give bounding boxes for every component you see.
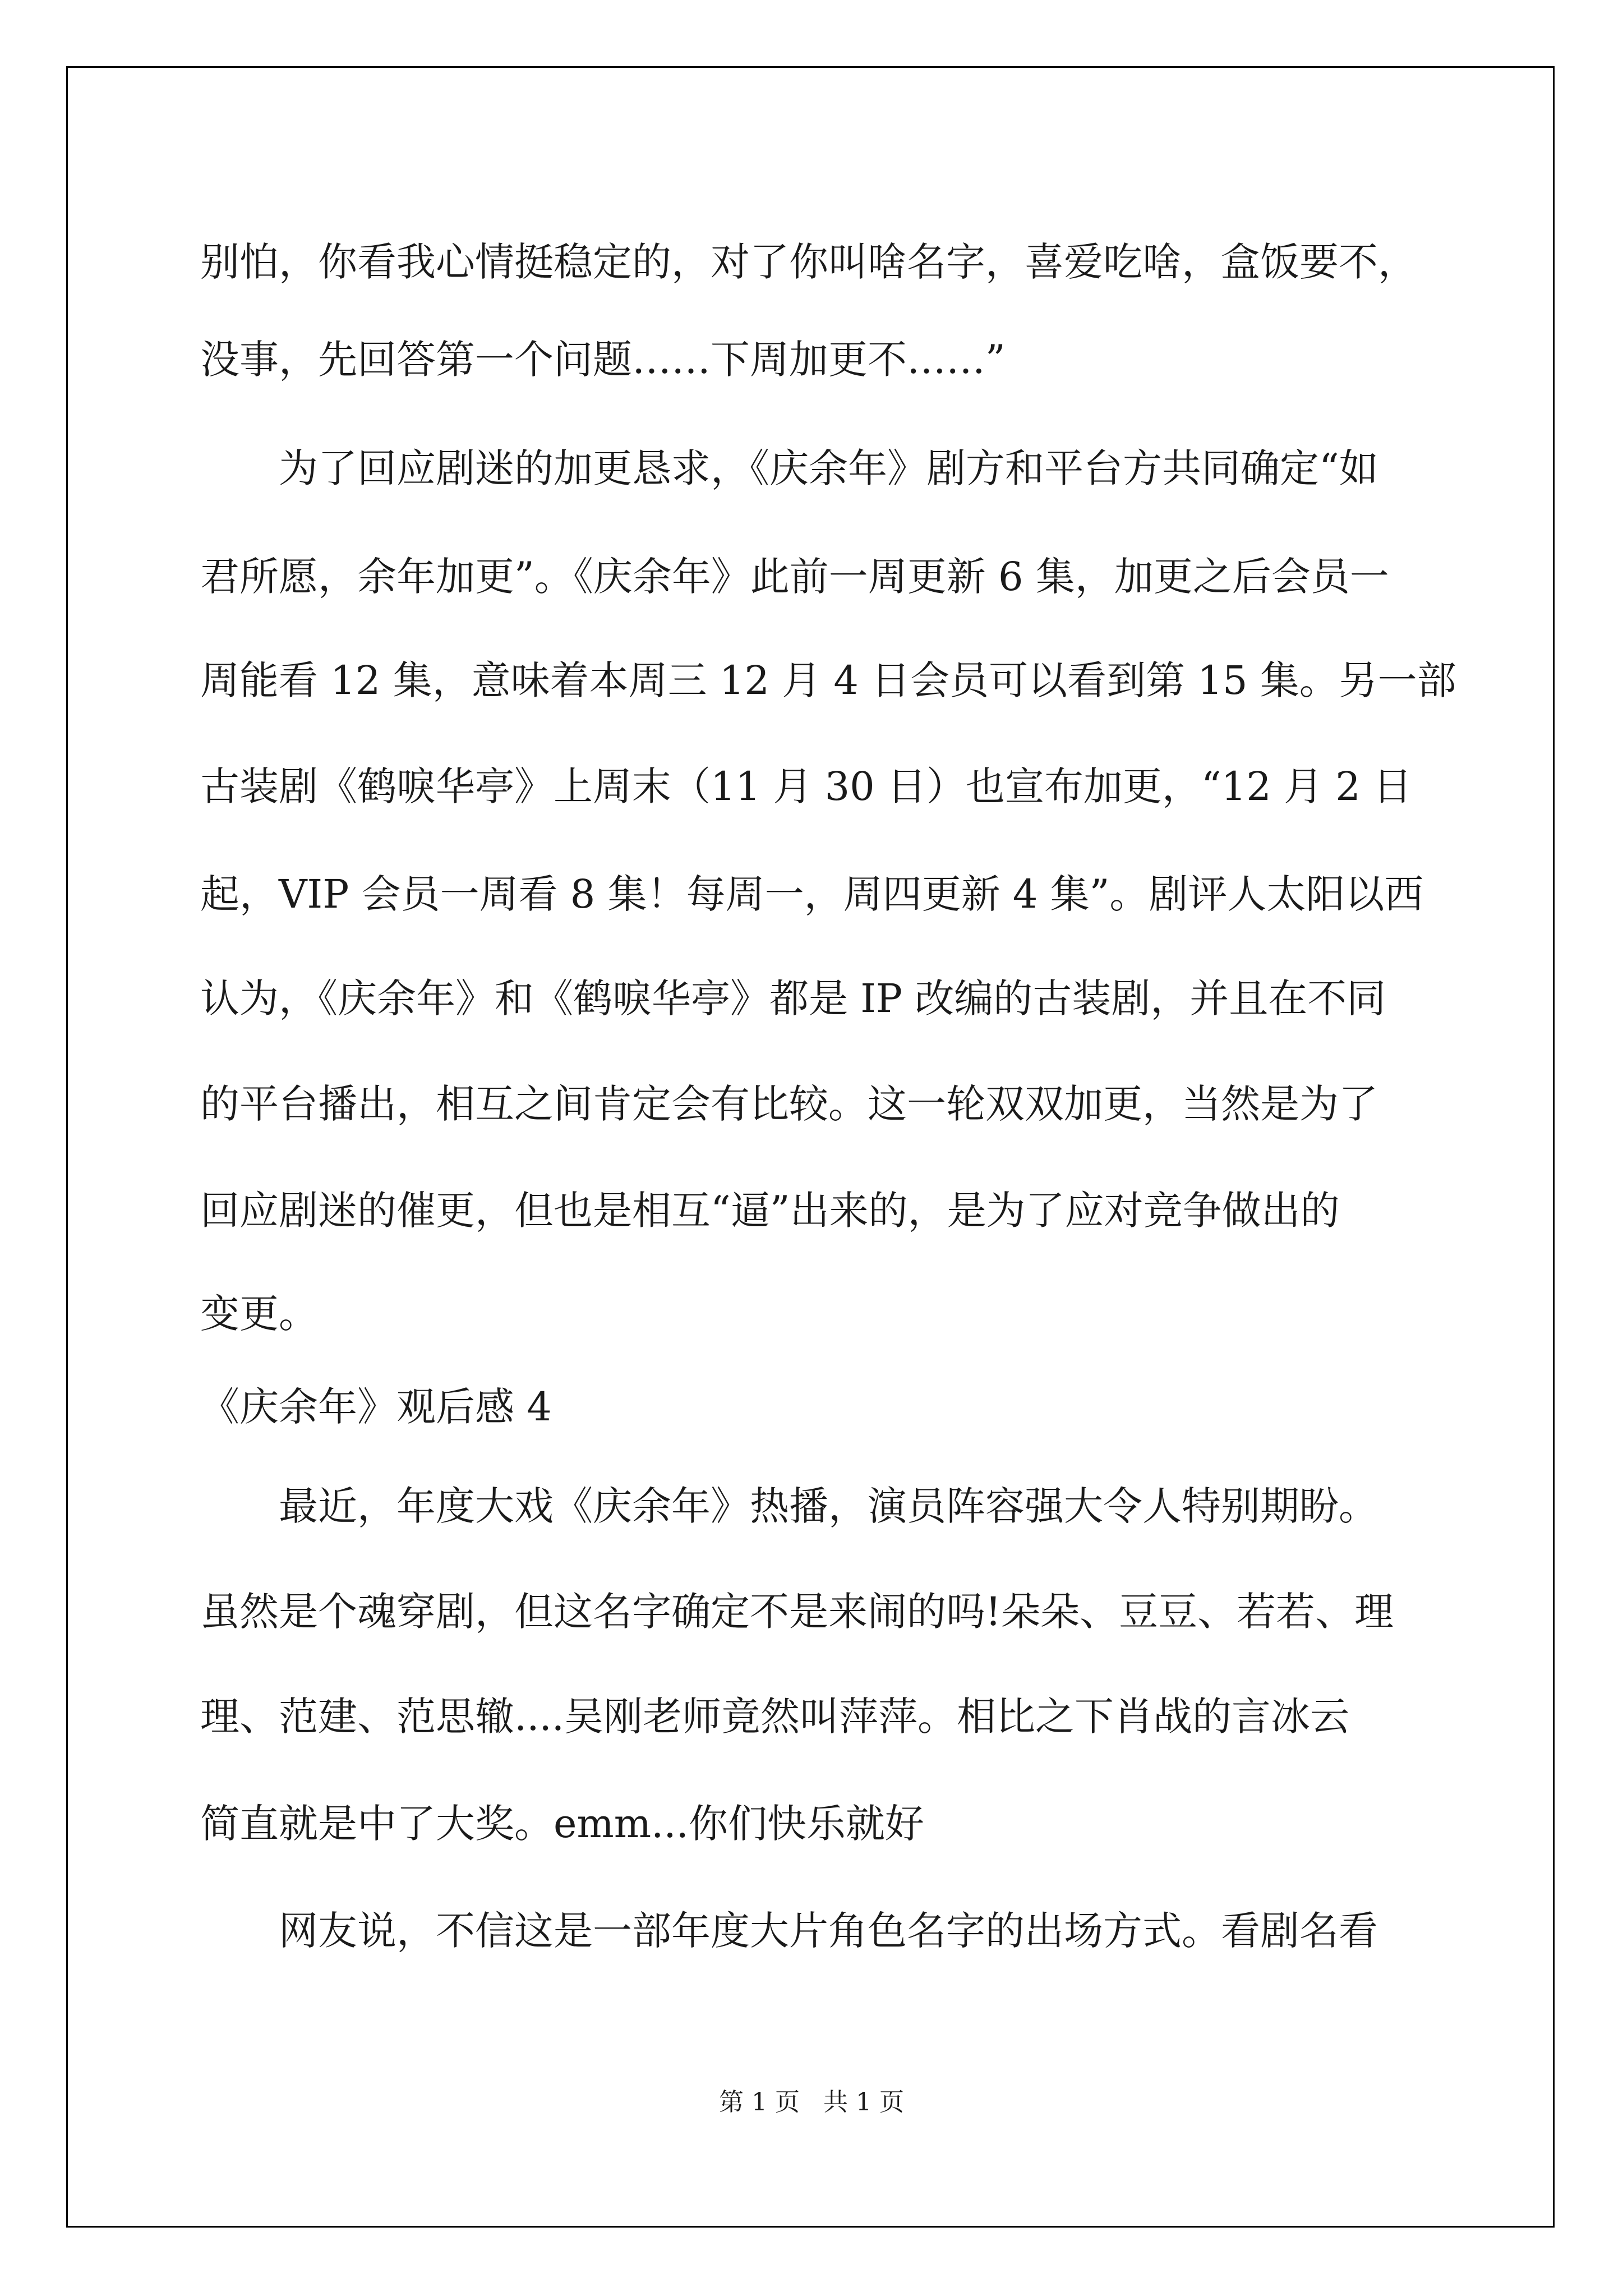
page-footer: 第 1 页 共 1 页 [719, 2088, 904, 2116]
text-line: 理、范建、范思辙....吴刚老师竟然叫萍萍。相比之下肖战的言冰云 [200, 1694, 1350, 1740]
text-line: 古装剧《鹤唳华亭》上周末（11 月 30 日）也宣布加更，“12 月 2 日 [200, 763, 1413, 809]
text-line: 君所愿，余年加更”。《庆余年》此前一周更新 6 集，加更之后会员一 [200, 554, 1389, 600]
text-line: 没事，先回答第一个问题……下周加更不……” [200, 337, 1006, 383]
text-line: 为了回应剧迷的加更恳求，《庆余年》剧方和平台方共同确定“如 [200, 445, 1378, 491]
text-line: 别怕，你看我心情挺稳定的，对了你叫啥名字，喜爱吃啥，盒饭要不， [200, 239, 1417, 285]
text-line: 回应剧迷的催更，但也是相互“逼”出来的，是为了应对竞争做出的 [200, 1188, 1340, 1234]
text-line: 最近，年度大戏《庆余年》热播，演员阵容强大令人特别期盼。 [200, 1483, 1378, 1529]
text-line: 认为，《庆余年》和《鹤唳华亭》都是 IP 改编的古装剧，并且在不同 [200, 976, 1386, 1022]
text-line: 虽然是个魂穿剧，但这名字确定不是来闹的吗!朵朵、豆豆、若若、理 [200, 1589, 1394, 1635]
section-heading: 《庆余年》观后感 4 [200, 1384, 552, 1430]
text-line: 简直就是中了大奖。emm...你们快乐就好 [200, 1801, 924, 1847]
text-line: 起，VIP 会员一周看 8 集！每周一，周四更新 4 集”。剧评人太阳以西 [200, 871, 1424, 917]
text-line: 网友说，不信这是一部年度大片角色名字的出场方式。看剧名看 [200, 1908, 1378, 1954]
text-line: 的平台播出，相互之间肯定会有比较。这一轮双双加更，当然是为了 [200, 1081, 1378, 1127]
text-line: 变更。 [200, 1291, 318, 1337]
text-line: 周能看 12 集，意味着本周三 12 月 4 日会员可以看到第 15 集。另一部 [200, 657, 1456, 703]
